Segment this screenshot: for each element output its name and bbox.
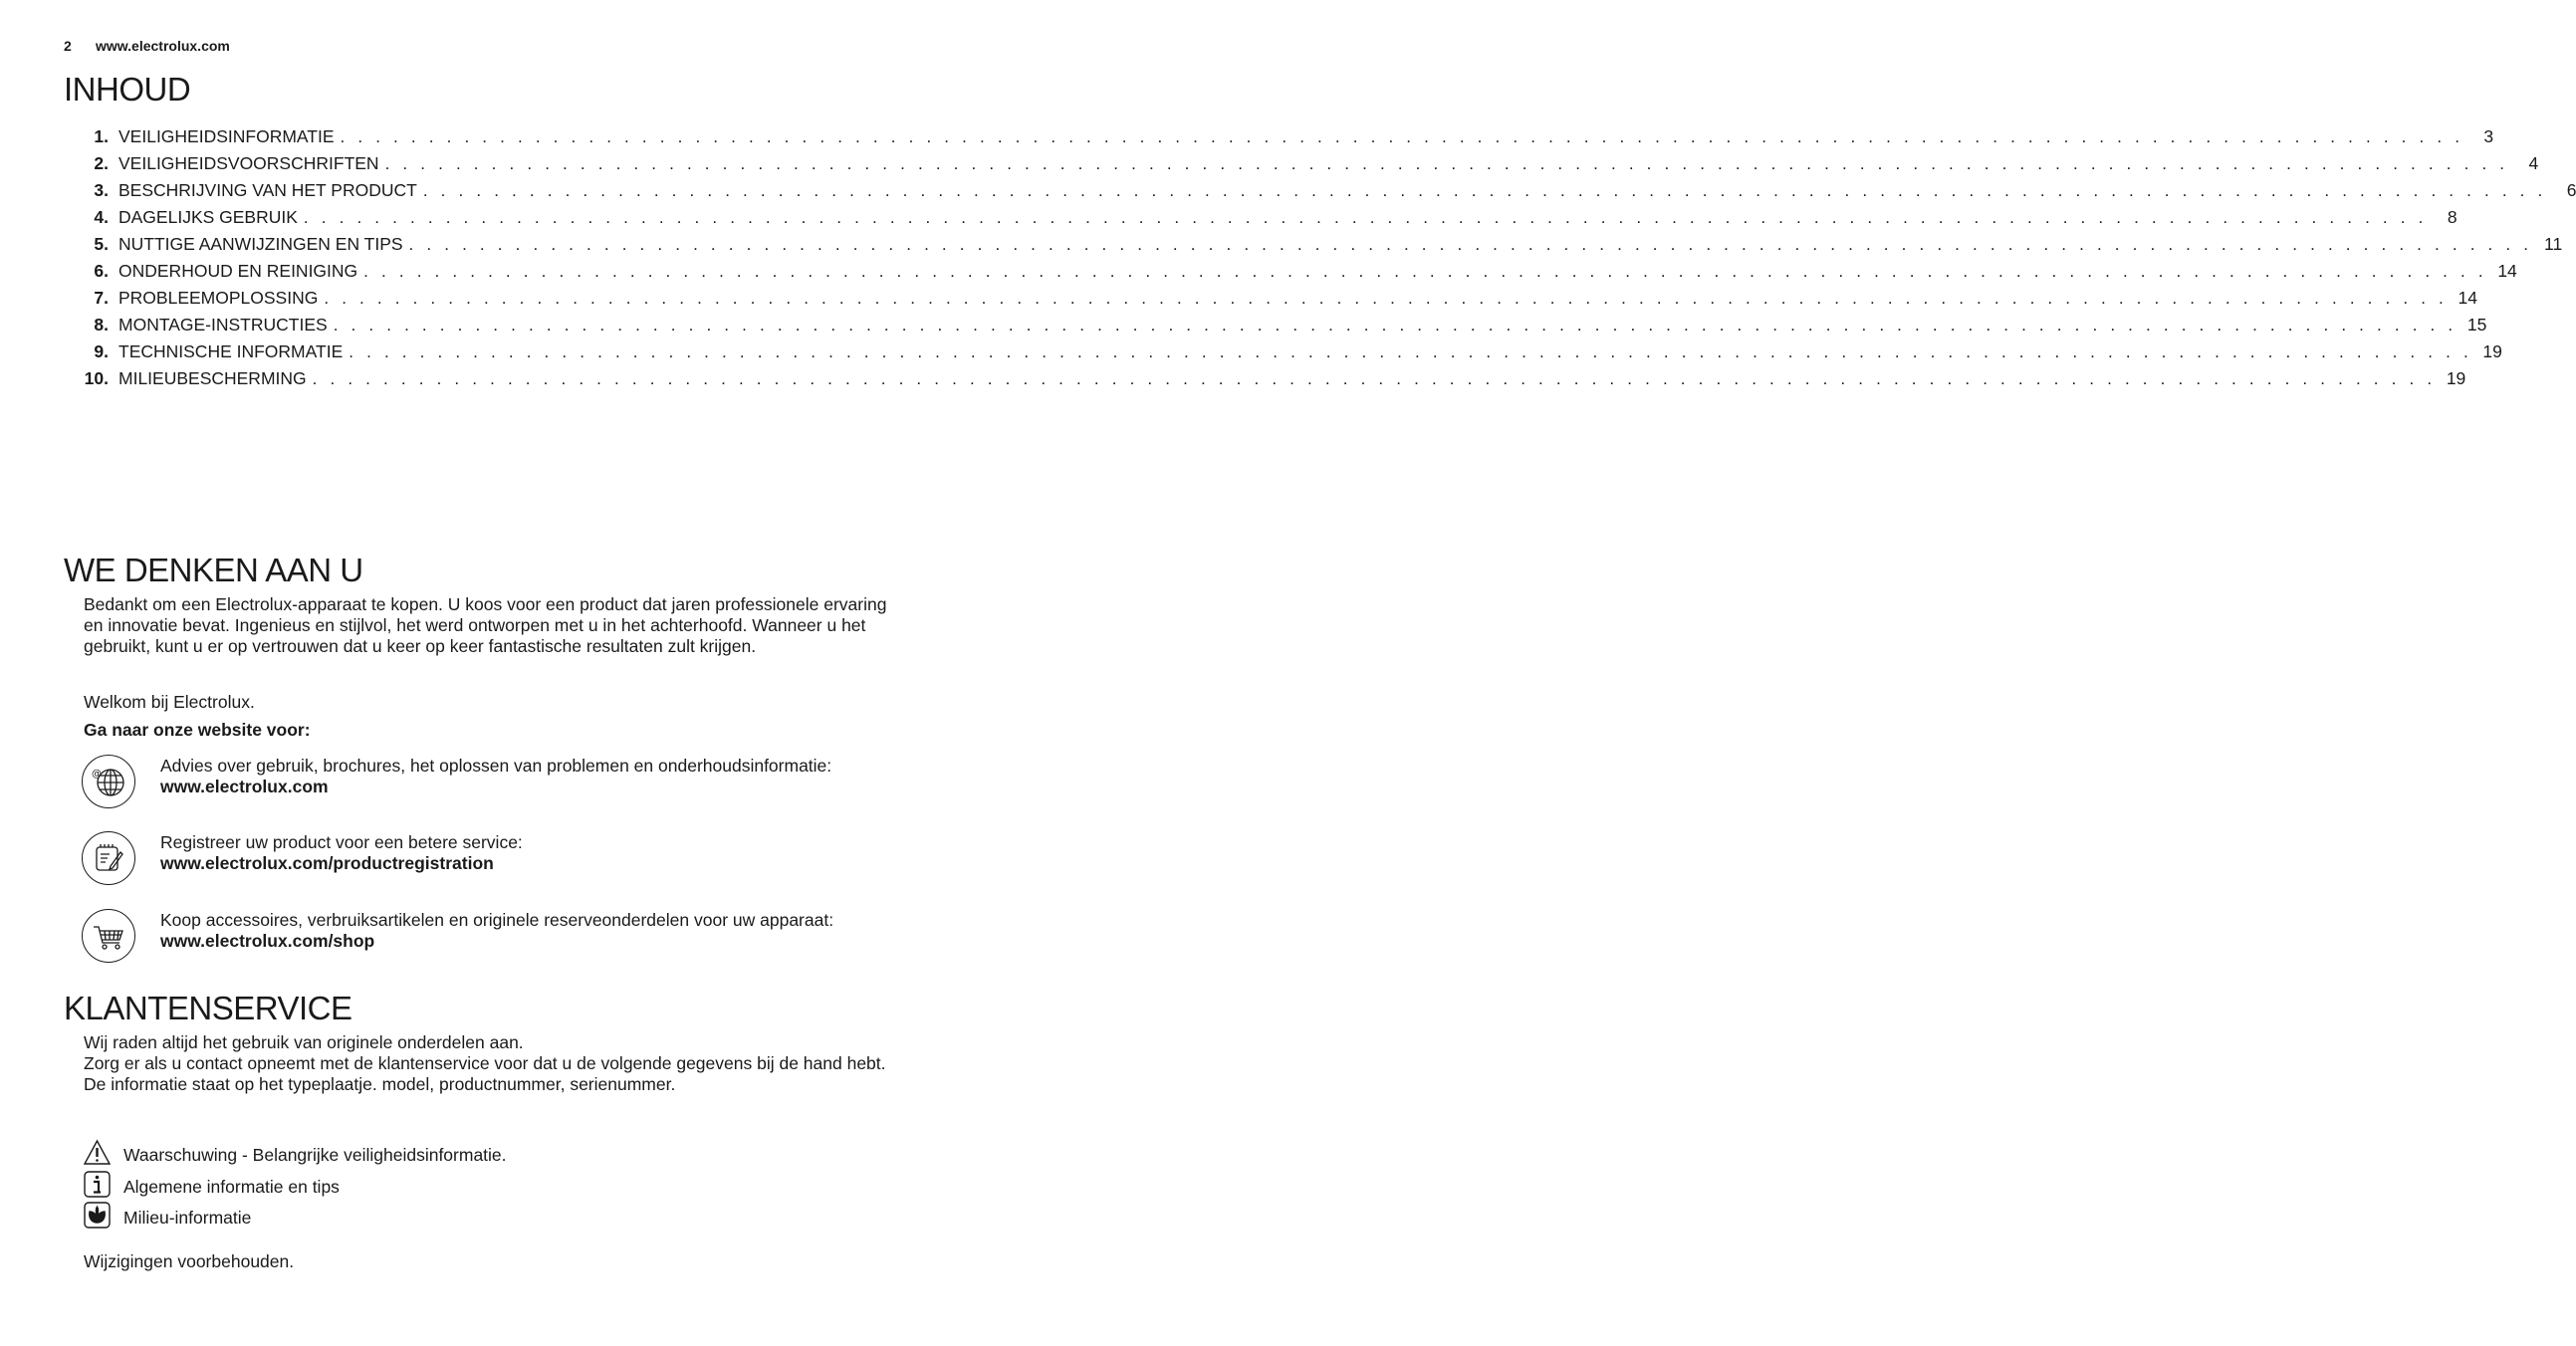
toc-entry-number: 1.	[94, 126, 109, 146]
toc-entry[interactable]	[80, 338, 2502, 365]
toc-entry-title: BESCHRIJVING VAN HET PRODUCT	[118, 180, 417, 200]
toc-entry-title: VEILIGHEIDSINFORMATIE	[118, 126, 335, 146]
toc-entry[interactable]	[80, 177, 2576, 204]
toc-entry-page: 15	[2466, 315, 2487, 335]
toc-dot-leader: . . . . . . . . . . . . . . . . . . . . . . . . . . . . . . . . . . . . . . . . . . . . . . . . . . . . . . . . . . . . . . . . . . . . . . . . . . . . . . . . . . . . . . . . . . . . . . . . . . . . . . . . . . . . . . . . . . . . . . . .	[384, 154, 2509, 173]
website-item-shop	[82, 909, 890, 971]
toc-entry-number: 5.	[94, 234, 109, 254]
we-denken-title: WE DENKEN AAN U	[64, 552, 363, 588]
toc-entry-page: 3	[2483, 126, 2494, 146]
toc-entry-title: VEILIGHEIDSVOORSCHRIFTEN	[118, 153, 379, 173]
shop-description: Koop accessoires, verbruiksartikelen en originele reserveonderdelen voor uw apparaat:	[160, 910, 834, 930]
toc-entry-title: PROBLEEMOPLOSSING	[118, 288, 319, 308]
toc-entry[interactable]	[80, 123, 2494, 150]
toc-entry-title: TECHNISCHE INFORMATIE	[118, 341, 344, 361]
footer-note: Wijzigingen voorbehouden.	[84, 1251, 295, 1271]
table-of-contents	[80, 123, 2576, 392]
service-line-3: De informatie staat op het typeplaatje. model, productnummer, serienummer.	[84, 1074, 676, 1094]
toc-entry-number: 3.	[94, 180, 109, 200]
toc-dot-leader: . . . . . . . . . . . . . . . . . . . . . . . . . . . . . . . . . . . . . . . . . . . . . . . . . . . . . . . . . . . . . . . . . . . . . . . . . . . . . . . . . . . . . . . . . . . . . . . . . . . . . . . . . . . . . . . . . . . . . . . .	[349, 342, 2472, 361]
klantenservice-text	[84, 1032, 890, 1095]
shopping-cart-icon	[82, 909, 135, 963]
legend-text: Algemene informatie en tips	[123, 1177, 340, 1197]
toc-entry-title: NUTTIGE AANWIJZINGEN EN TIPS	[118, 234, 403, 254]
toc-dot-leader: . . . . . . . . . . . . . . . . . . . . . . . . . . . . . . . . . . . . . . . . . . . . . . . . . . . . . . . . . . . . . . . . . . . . . . . . . . . . . . . . . . . . . . . . . . . . . . . . . . . . . . . . . . . . . . . . . . . . . . . .	[303, 208, 2428, 227]
page-header	[64, 38, 230, 54]
toc-entry-number: 8.	[94, 315, 109, 335]
toc-entry-page: 14	[2497, 261, 2517, 281]
website-item-support	[82, 755, 890, 816]
toc-entry-page: 19	[2482, 341, 2502, 361]
globe-icon	[82, 755, 135, 808]
page-number: 2	[64, 38, 72, 54]
support-link[interactable]: www.electrolux.com	[160, 777, 329, 796]
environment-icon	[84, 1202, 111, 1229]
legend-text: Milieu-informatie	[123, 1208, 252, 1228]
toc-title: INHOUD	[64, 71, 191, 108]
toc-entry-number: 4.	[94, 207, 109, 227]
warning-icon	[84, 1139, 111, 1166]
toc-entry[interactable]	[80, 285, 2477, 312]
klantenservice-title: KLANTENSERVICE	[64, 990, 352, 1026]
welcome-text: Welkom bij Electrolux.	[84, 692, 255, 712]
toc-entry-title: DAGELIJKS GEBRUIK	[118, 207, 298, 227]
toc-entry-title: ONDERHOUD EN REINIGING	[118, 261, 358, 281]
website-item-text	[160, 832, 523, 874]
toc-dot-leader: . . . . . . . . . . . . . . . . . . . . . . . . . . . . . . . . . . . . . . . . . . . . . . . . . . . . . . . . . . . . . . . . . . . . . . . . . . . . . . . . . . . . . . . . . . . . . . . . . . . . . . . . . . . . . . . . . . . . . . . .	[422, 181, 2547, 200]
toc-entry[interactable]	[80, 150, 2539, 177]
website-heading: Ga naar onze website voor:	[84, 720, 311, 740]
toc-entry-page: 14	[2458, 288, 2477, 308]
toc-dot-leader: . . . . . . . . . . . . . . . . . . . . . . . . . . . . . . . . . . . . . . . . . . . . . . . . . . . . . . . . . . . . . . . . . . . . . . . . . . . . . . . . . . . . . . . . . . . . . . . . . . . . . . . . . . . . . . . . . . . . . . . .	[363, 262, 2487, 281]
website-item-registration	[82, 831, 890, 893]
service-line-2: Zorg er als u contact opneemt met de klantenservice voor dat u de volgende gegevens bij de hand hebt.	[84, 1053, 886, 1073]
toc-entry-page: 11	[2544, 234, 2563, 254]
support-description: Advies over gebruik, brochures, het oplossen van problemen en onderhoudsinformatie:	[160, 756, 832, 776]
toc-entry[interactable]	[80, 231, 2563, 258]
toc-entry-page: 19	[2446, 368, 2466, 388]
toc-entry[interactable]	[80, 365, 2466, 392]
svg-text:@: @	[92, 769, 102, 780]
toc-entry-number: 10.	[84, 368, 109, 388]
header-url[interactable]: www.electrolux.com	[96, 38, 230, 54]
registration-form-icon	[82, 831, 135, 885]
registration-link[interactable]: www.electrolux.com/productregistration	[160, 853, 494, 873]
website-item-text	[160, 910, 833, 952]
toc-entry-title: MILIEUBESCHERMING	[118, 368, 307, 388]
toc-dot-leader: . . . . . . . . . . . . . . . . . . . . . . . . . . . . . . . . . . . . . . . . . . . . . . . . . . . . . . . . . . . . . . . . . . . . . . . . . . . . . . . . . . . . . . . . . . . . . . . . . . . . . . . . . . . . . . . . . . . . . . . .	[312, 369, 2437, 388]
legend-text: Waarschuwing - Belangrijke veiligheidsinformatie.	[123, 1145, 507, 1165]
toc-entry-page: 4	[2528, 153, 2539, 173]
toc-entry-page: 8	[2447, 207, 2458, 227]
toc-entry-number: 9.	[94, 341, 109, 361]
toc-entry[interactable]	[80, 312, 2487, 338]
toc-dot-leader: . . . . . . . . . . . . . . . . . . . . . . . . . . . . . . . . . . . . . . . . . . . . . . . . . . . . . . . . . . . . . . . . . . . . . . . . . . . . . . . . . . . . . . . . . . . . . . . . . . . . . . . . . . . . . . . . . . . . . . . .	[324, 289, 2448, 308]
service-line-1: Wij raden altijd het gebruik van originele onderdelen aan.	[84, 1032, 524, 1052]
toc-entry-number: 7.	[94, 288, 109, 308]
toc-entry-title: MONTAGE-INSTRUCTIES	[118, 315, 328, 335]
toc-entry-number: 2.	[94, 153, 109, 173]
toc-dot-leader: . . . . . . . . . . . . . . . . . . . . . . . . . . . . . . . . . . . . . . . . . . . . . . . . . . . . . . . . . . . . . . . . . . . . . . . . . . . . . . . . . . . . . . . . . . . . . . . . . . . . . . . . . . . . . . . . . . . . . . . .	[340, 127, 2464, 146]
website-item-text	[160, 756, 831, 797]
toc-dot-leader: . . . . . . . . . . . . . . . . . . . . . . . . . . . . . . . . . . . . . . . . . . . . . . . . . . . . . . . . . . . . . . . . . . . . . . . . . . . . . . . . . . . . . . . . . . . . . . . . . . . . . . . . . . . . . . . . . . . . . . . .	[333, 316, 2458, 335]
toc-dot-leader: . . . . . . . . . . . . . . . . . . . . . . . . . . . . . . . . . . . . . . . . . . . . . . . . . . . . . . . . . . . . . . . . . . . . . . . . . . . . . . . . . . . . . . . . . . . . . . . . . . . . . . . . . . . . . . . . . . . . . . . .	[408, 235, 2533, 254]
toc-entry-number: 6.	[94, 261, 109, 281]
info-icon	[84, 1171, 111, 1198]
shop-link[interactable]: www.electrolux.com/shop	[160, 931, 375, 951]
toc-entry[interactable]	[80, 204, 2458, 231]
registration-description: Registreer uw product voor een betere service:	[160, 832, 523, 852]
intro-paragraph: Bedankt om een Electrolux-apparaat te kopen. U koos voor een product dat jaren professionele ervaring en innovatie bevat. Ingenieus en stijlvol, het werd ontworpen met u in het achterhoofd. Wanneer u het gebruikt, kunt u er op vertrouwen dat u keer op keer fantastische resultaten zult krijgen.	[84, 594, 887, 656]
toc-entry[interactable]	[80, 258, 2517, 285]
toc-entry-page: 6	[2566, 180, 2576, 200]
